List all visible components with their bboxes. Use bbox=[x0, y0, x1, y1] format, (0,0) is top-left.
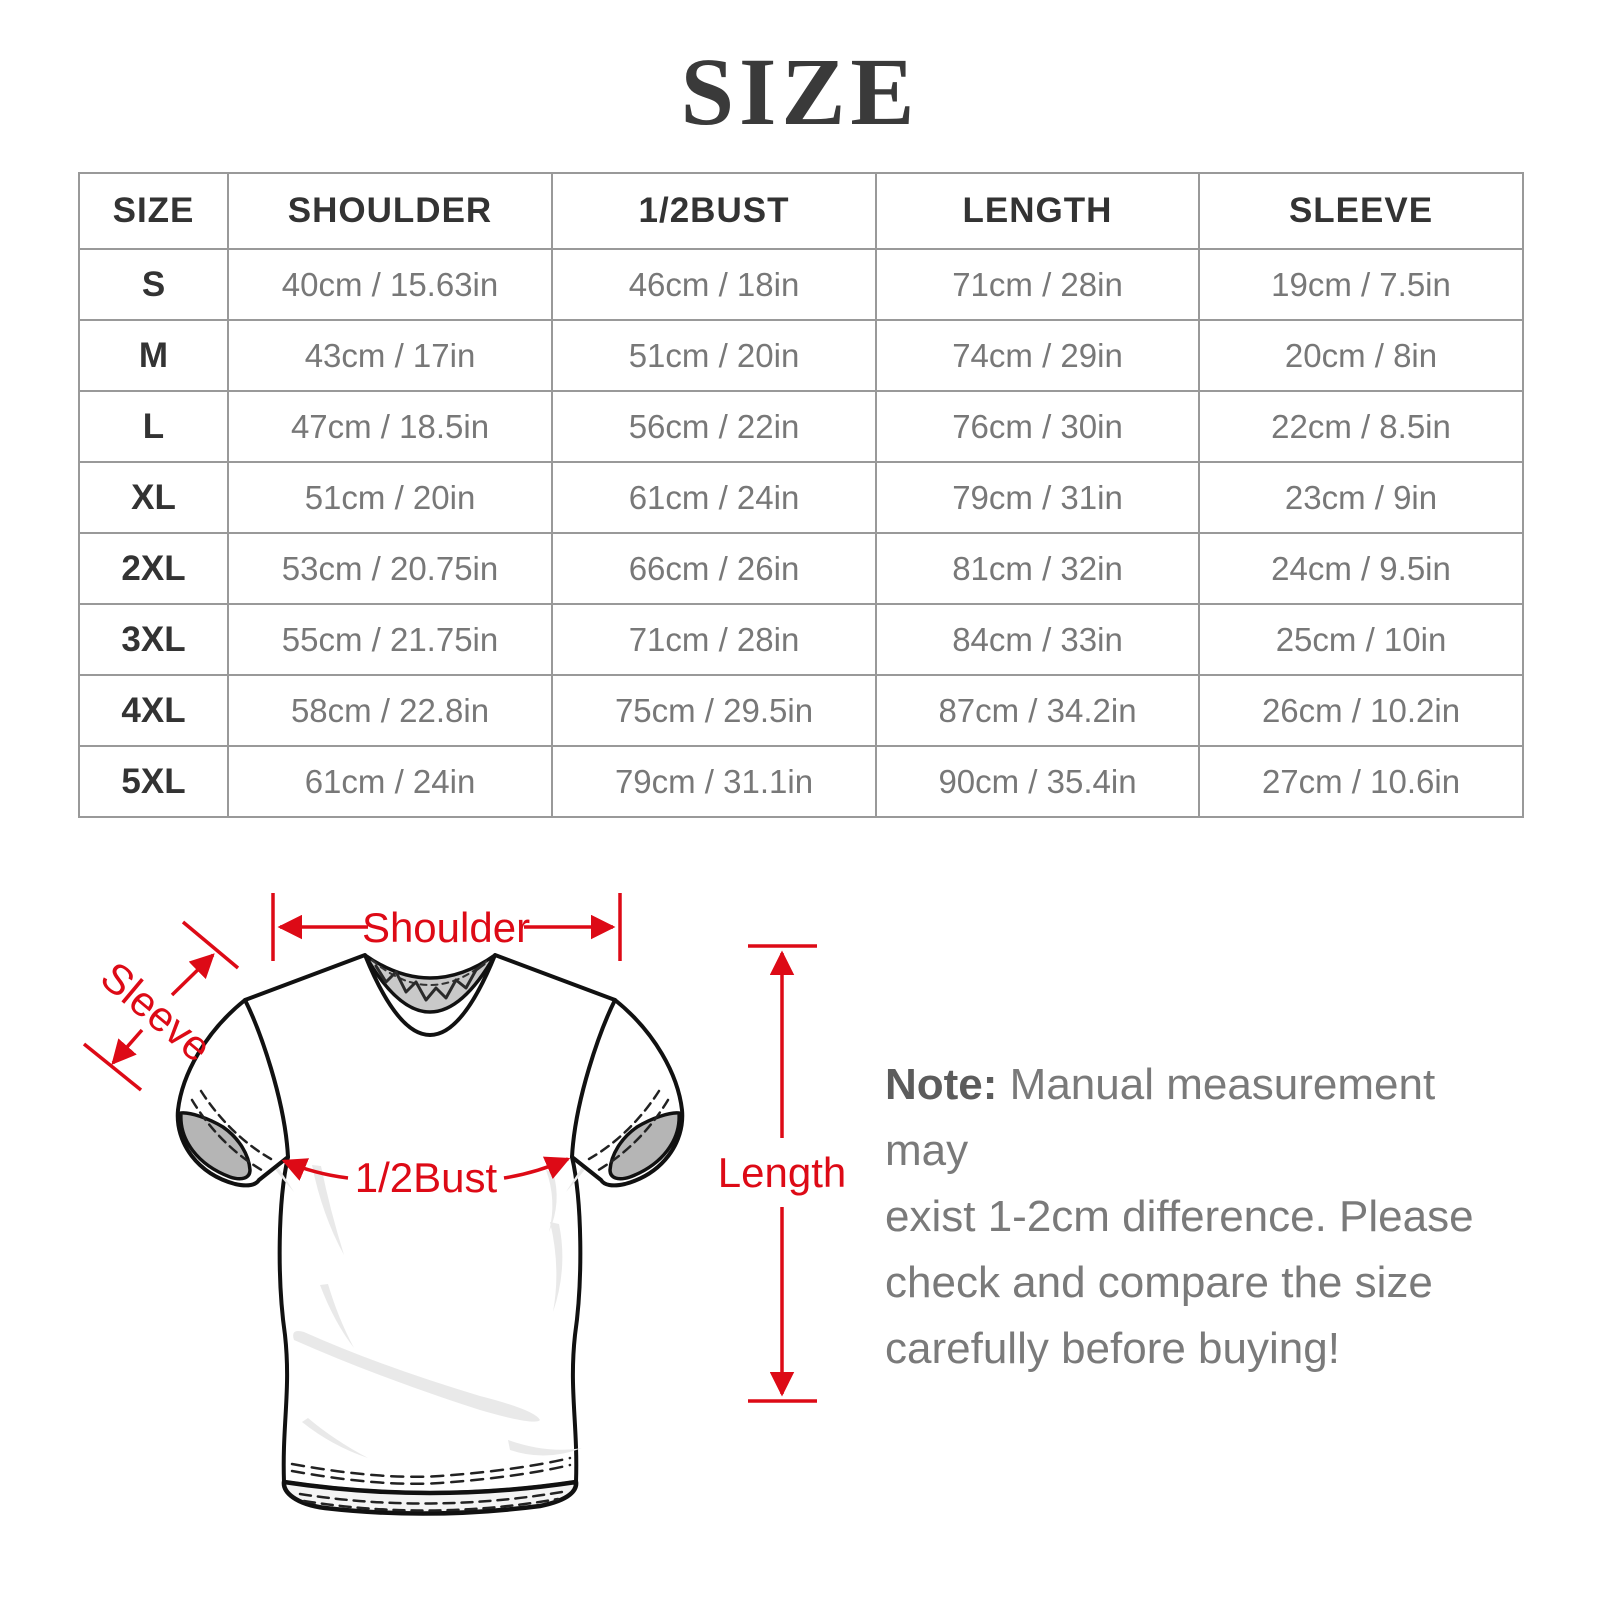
sleeve-arrow-up bbox=[172, 955, 213, 995]
sleeve-label: Sleeve bbox=[92, 952, 221, 1071]
cell-size: L bbox=[79, 391, 228, 462]
cell-shoulder: 53cm / 20.75in bbox=[228, 533, 552, 604]
cell-sleeve: 27cm / 10.6in bbox=[1199, 746, 1523, 817]
cell-length: 74cm / 29in bbox=[876, 320, 1199, 391]
cell-shoulder: 61cm / 24in bbox=[228, 746, 552, 817]
sleeve-arrow-down bbox=[113, 1030, 142, 1063]
table-row bbox=[79, 746, 1523, 817]
table-row bbox=[79, 249, 1523, 320]
cell-shoulder: 58cm / 22.8in bbox=[228, 675, 552, 746]
cell-length: 76cm / 30in bbox=[876, 391, 1199, 462]
tshirt-illustration bbox=[178, 955, 683, 1514]
cell-sleeve: 23cm / 9in bbox=[1199, 462, 1523, 533]
cell-shoulder: 40cm / 15.63in bbox=[228, 249, 552, 320]
note-line: carefully before buying! bbox=[885, 1324, 1340, 1373]
cell-sleeve: 20cm / 8in bbox=[1199, 320, 1523, 391]
table-header-row bbox=[79, 173, 1523, 249]
cell-size: M bbox=[79, 320, 228, 391]
shoulder-label: Shoulder bbox=[361, 904, 531, 951]
cell-length: 90cm / 35.4in bbox=[876, 746, 1199, 817]
table-row bbox=[79, 391, 1523, 462]
cell-shoulder: 43cm / 17in bbox=[228, 320, 552, 391]
table-row bbox=[79, 675, 1523, 746]
page-title: SIZE bbox=[680, 38, 920, 145]
bust-label: 1/2Bust bbox=[354, 1154, 498, 1201]
cell-bust: 79cm / 31.1in bbox=[552, 746, 876, 817]
cell-size: XL bbox=[79, 462, 228, 533]
note-line: exist 1-2cm difference. Please bbox=[885, 1192, 1474, 1241]
measurement-note bbox=[885, 1052, 1525, 1382]
note-text: Manual measurement may bbox=[885, 1060, 1436, 1175]
length-label: Length bbox=[717, 1149, 847, 1196]
header-sleeve: SLEEVE bbox=[1199, 173, 1523, 249]
cell-bust: 56cm / 22in bbox=[552, 391, 876, 462]
cell-length: 87cm / 34.2in bbox=[876, 675, 1199, 746]
cell-bust: 51cm / 20in bbox=[552, 320, 876, 391]
table-row bbox=[79, 320, 1523, 391]
cell-shoulder: 51cm / 20in bbox=[228, 462, 552, 533]
cell-size: 4XL bbox=[79, 675, 228, 746]
cell-bust: 75cm / 29.5in bbox=[552, 675, 876, 746]
header-size: SIZE bbox=[79, 173, 228, 249]
cell-bust: 66cm / 26in bbox=[552, 533, 876, 604]
cell-shoulder: 47cm / 18.5in bbox=[228, 391, 552, 462]
note-label: Note: bbox=[885, 1060, 998, 1109]
sleeve-extension-line-top bbox=[183, 922, 238, 968]
table-row bbox=[79, 604, 1523, 675]
cell-length: 81cm / 32in bbox=[876, 533, 1199, 604]
cell-length: 79cm / 31in bbox=[876, 462, 1199, 533]
cell-size: 3XL bbox=[79, 604, 228, 675]
header-length: LENGTH bbox=[876, 173, 1199, 249]
cell-sleeve: 19cm / 7.5in bbox=[1199, 249, 1523, 320]
cell-size: S bbox=[79, 249, 228, 320]
note-line: check and compare the size bbox=[885, 1258, 1433, 1307]
cell-shoulder: 55cm / 21.75in bbox=[228, 604, 552, 675]
tshirt-body bbox=[245, 955, 615, 1493]
table-row bbox=[79, 462, 1523, 533]
note-line bbox=[885, 1052, 1525, 1184]
cell-sleeve: 24cm / 9.5in bbox=[1199, 533, 1523, 604]
cell-size: 5XL bbox=[79, 746, 228, 817]
cell-size: 2XL bbox=[79, 533, 228, 604]
cell-sleeve: 25cm / 10in bbox=[1199, 604, 1523, 675]
cell-sleeve: 22cm / 8.5in bbox=[1199, 391, 1523, 462]
cell-length: 71cm / 28in bbox=[876, 249, 1199, 320]
size-table bbox=[78, 172, 1524, 818]
sleeve-extension-line-bottom bbox=[84, 1044, 141, 1090]
cell-bust: 61cm / 24in bbox=[552, 462, 876, 533]
cell-bust: 46cm / 18in bbox=[552, 249, 876, 320]
cell-sleeve: 26cm / 10.2in bbox=[1199, 675, 1523, 746]
cell-length: 84cm / 33in bbox=[876, 604, 1199, 675]
cell-bust: 71cm / 28in bbox=[552, 604, 876, 675]
header-shoulder: SHOULDER bbox=[228, 173, 552, 249]
tshirt-measurement-diagram bbox=[80, 860, 860, 1570]
table-row bbox=[79, 533, 1523, 604]
header-bust: 1/2BUST bbox=[552, 173, 876, 249]
